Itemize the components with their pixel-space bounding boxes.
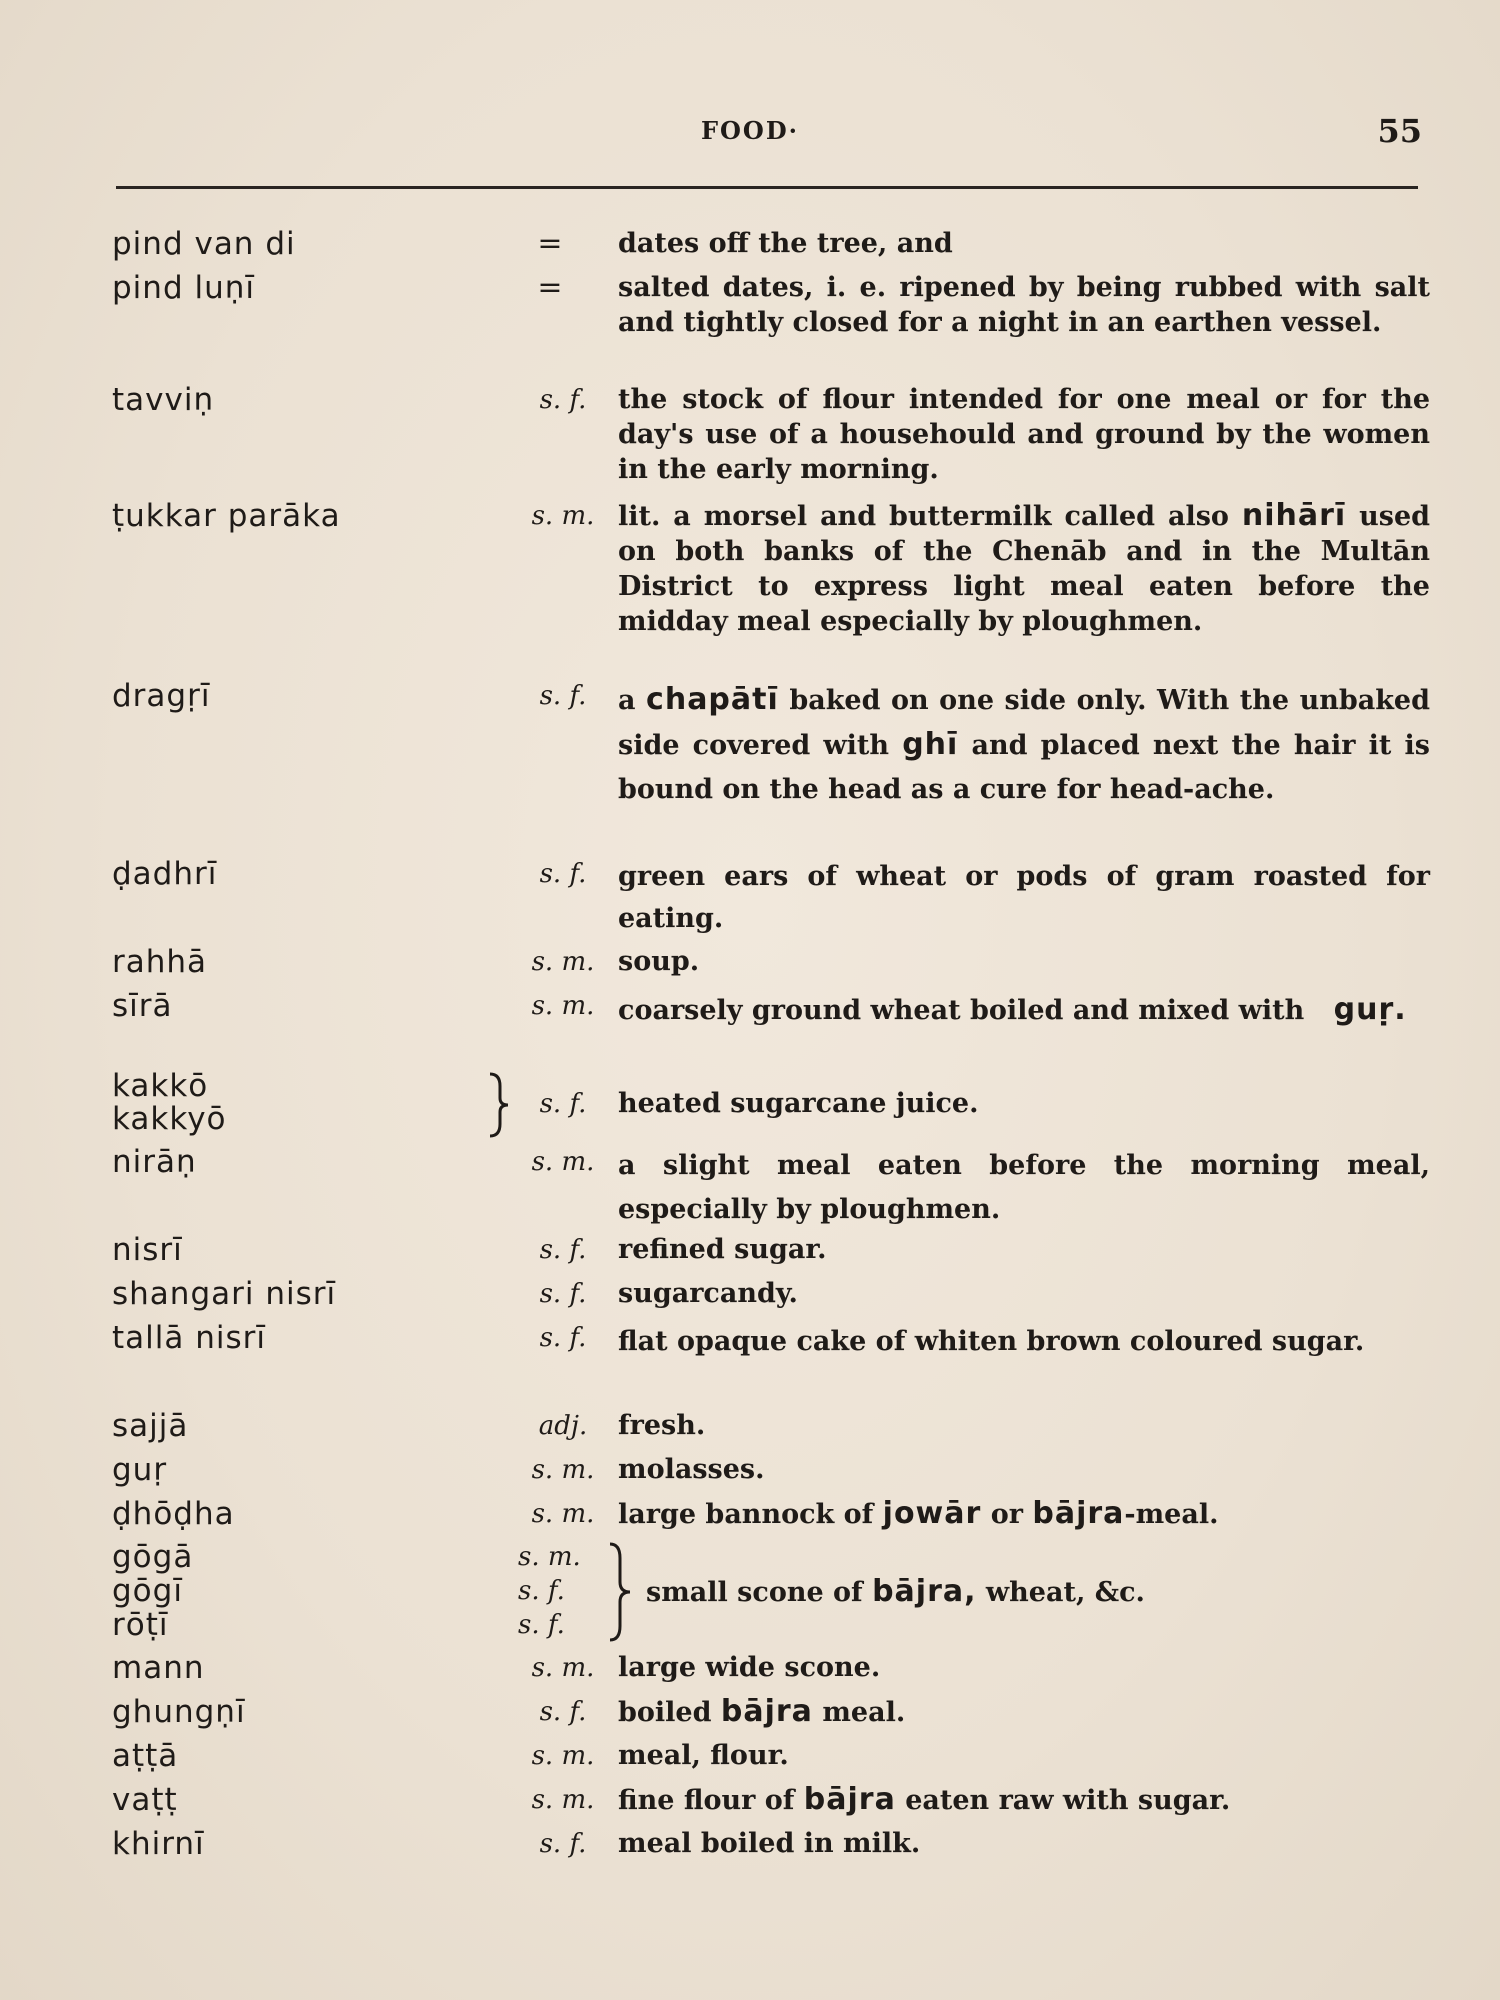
entry-term: pind luṇī: [112, 270, 255, 306]
entry-term-group: [112, 1540, 472, 1642]
entry-term: ṭukkar parāka: [112, 498, 341, 534]
entry-definition: [618, 1782, 1430, 1818]
entry-term: nisrī: [112, 1232, 183, 1268]
entry-term: shangari nisrī: [112, 1276, 337, 1312]
definition-text: -meal.: [1124, 1499, 1219, 1530]
entry-term: guṛ: [112, 1452, 168, 1488]
grammar-label: s. m.: [531, 1499, 595, 1529]
entry-term: sīrā: [112, 988, 173, 1024]
grammar-label: s. f.: [539, 1279, 587, 1309]
entry-definition: soup.: [618, 946, 700, 977]
definition-text: or: [990, 1499, 1023, 1530]
entry-definition: [618, 988, 1430, 1033]
entry-term: ḍadhrī: [112, 856, 218, 892]
entry-definition: the stock of flour intended for one meal or for the day's use of a househould and ground by the women in the early morning.: [618, 384, 1430, 485]
vernacular-word: ghī: [902, 727, 959, 762]
definition-text: baked on one side only. With the unbaked side covered with: [618, 685, 1430, 761]
grammar-label: s. m.: [518, 1542, 581, 1572]
grammar-label-group: [518, 1540, 598, 1642]
definition-text: and placed next the hair it is bound on the head as a cure for head-ache.: [618, 730, 1430, 805]
entry-definition: dates off the tree, and: [618, 228, 953, 259]
entry-term: rōṭī: [112, 1607, 169, 1643]
grammar-label: s. f.: [518, 1610, 565, 1640]
vernacular-word: jowār: [882, 1496, 982, 1531]
grammar-label: s. m.: [531, 1785, 595, 1815]
definition-text: large bannock of: [618, 1499, 874, 1530]
entry-term: aṭṭā: [112, 1738, 179, 1774]
grammar-label: s. m.: [531, 947, 595, 977]
definition-text: boiled: [618, 1697, 712, 1728]
entry-term: nirāṇ: [112, 1144, 197, 1180]
entry-definition: [646, 1574, 1426, 1610]
entry-definition: a slight meal eaten before the morning meal, especially by ploughmen.: [618, 1150, 1430, 1225]
grammar-label: s. m.: [531, 501, 595, 531]
grammar-label: s. f.: [539, 681, 587, 711]
grammar-label: s. f.: [539, 385, 587, 415]
page-number: 55: [1377, 112, 1422, 150]
entry-definition: meal boiled in milk.: [618, 1828, 921, 1859]
running-head: FOOD·: [700, 116, 800, 145]
entry-term: dragṛī: [112, 678, 211, 714]
entry-definition: sugarcandy.: [618, 1278, 798, 1309]
grammar-label: s. f.: [539, 1235, 587, 1265]
equals-sign: =: [537, 226, 563, 261]
entry-term: ghungṇī: [112, 1694, 246, 1730]
entry-term: ḍhōḍha: [112, 1496, 235, 1532]
grammar-label: s. f.: [539, 1829, 587, 1859]
definition-text: a: [618, 685, 636, 716]
entry-definition: green ears of wheat or pods of gram roasted for eating.: [618, 861, 1430, 934]
entry-term: kakkō: [112, 1068, 209, 1104]
equals-sign: =: [537, 270, 563, 305]
entry-term: vaṭṭ: [112, 1782, 178, 1818]
vernacular-word: bājra: [720, 1694, 813, 1729]
definition-text: wheat, &c.: [985, 1577, 1145, 1608]
vernacular-word: chapātī: [646, 682, 779, 717]
entry-definition: refined sugar.: [618, 1234, 827, 1265]
grammar-label: s. m.: [531, 1147, 595, 1177]
definition-text: eaten raw with sugar.: [905, 1785, 1231, 1816]
grammar-label: s. f.: [539, 1697, 587, 1727]
right-brace-icon: [606, 1542, 634, 1642]
grammar-label: s. m.: [531, 1741, 595, 1771]
grammar-label: s. f.: [518, 1576, 565, 1606]
entry-term: sajjā: [112, 1408, 189, 1444]
header-rule: [116, 186, 1418, 189]
grammar-label: s. m.: [531, 1455, 595, 1485]
vernacular-word: bājra: [1032, 1496, 1125, 1531]
entry-term: kakkyō: [112, 1101, 227, 1137]
entry-definition: flat opaque cake of whiten brown coloured sugar.: [618, 1326, 1365, 1357]
definition-text: fine flour of: [618, 1785, 795, 1816]
entry-term: khirnī: [112, 1826, 205, 1862]
entry-term: gōgī: [112, 1573, 183, 1609]
vernacular-word: bājra,: [872, 1574, 977, 1609]
grammar-label: adj.: [538, 1411, 588, 1441]
grammar-label: s. m.: [531, 991, 595, 1021]
definition-text: coarsely ground wheat boiled and mixed with: [618, 995, 1305, 1026]
entry-term-group: [112, 1070, 472, 1136]
entry-definition: [618, 1694, 1430, 1730]
right-brace-icon: [486, 1072, 512, 1138]
entry-definition: meal, flour.: [618, 1740, 789, 1771]
entry-definition: [618, 678, 1430, 812]
definition-text: meal.: [822, 1697, 906, 1728]
entry-term: tavviṇ: [112, 382, 215, 418]
entry-definition: molasses.: [618, 1454, 765, 1485]
grammar-label: s. f.: [539, 859, 587, 889]
vernacular-word: nihārī: [1241, 498, 1347, 533]
entry-term: rahhā: [112, 944, 208, 980]
vernacular-word: guṛ.: [1333, 992, 1407, 1027]
entry-definition: fresh.: [618, 1410, 706, 1441]
entry-definition: [618, 1496, 1430, 1532]
entry-term: mann: [112, 1650, 205, 1686]
definition-text: lit. a morsel and buttermilk called also: [618, 501, 1229, 532]
definition-text: used on both banks of the Chenāb and in the Multān District to express light meal eaten before the midday meal especially by ploughmen.: [618, 501, 1430, 637]
grammar-label: s. f.: [539, 1089, 587, 1119]
entry-term: tallā nisrī: [112, 1320, 266, 1356]
entry-definition: large wide scone.: [618, 1652, 881, 1683]
definition-text: small scone of: [646, 1577, 863, 1608]
grammar-label: s. f.: [539, 1323, 587, 1353]
entry-term: pind van di: [112, 226, 296, 262]
entry-definition: heated sugarcane juice.: [618, 1088, 979, 1119]
entry-definition: [618, 498, 1430, 639]
vernacular-word: bājra: [803, 1782, 896, 1817]
entry-definition: salted dates, i. e. ripened by being rubbed with salt and tightly closed for a night in an earthen vessel.: [618, 272, 1430, 338]
grammar-label: s. m.: [531, 1653, 595, 1683]
entry-term: gōgā: [112, 1539, 194, 1575]
